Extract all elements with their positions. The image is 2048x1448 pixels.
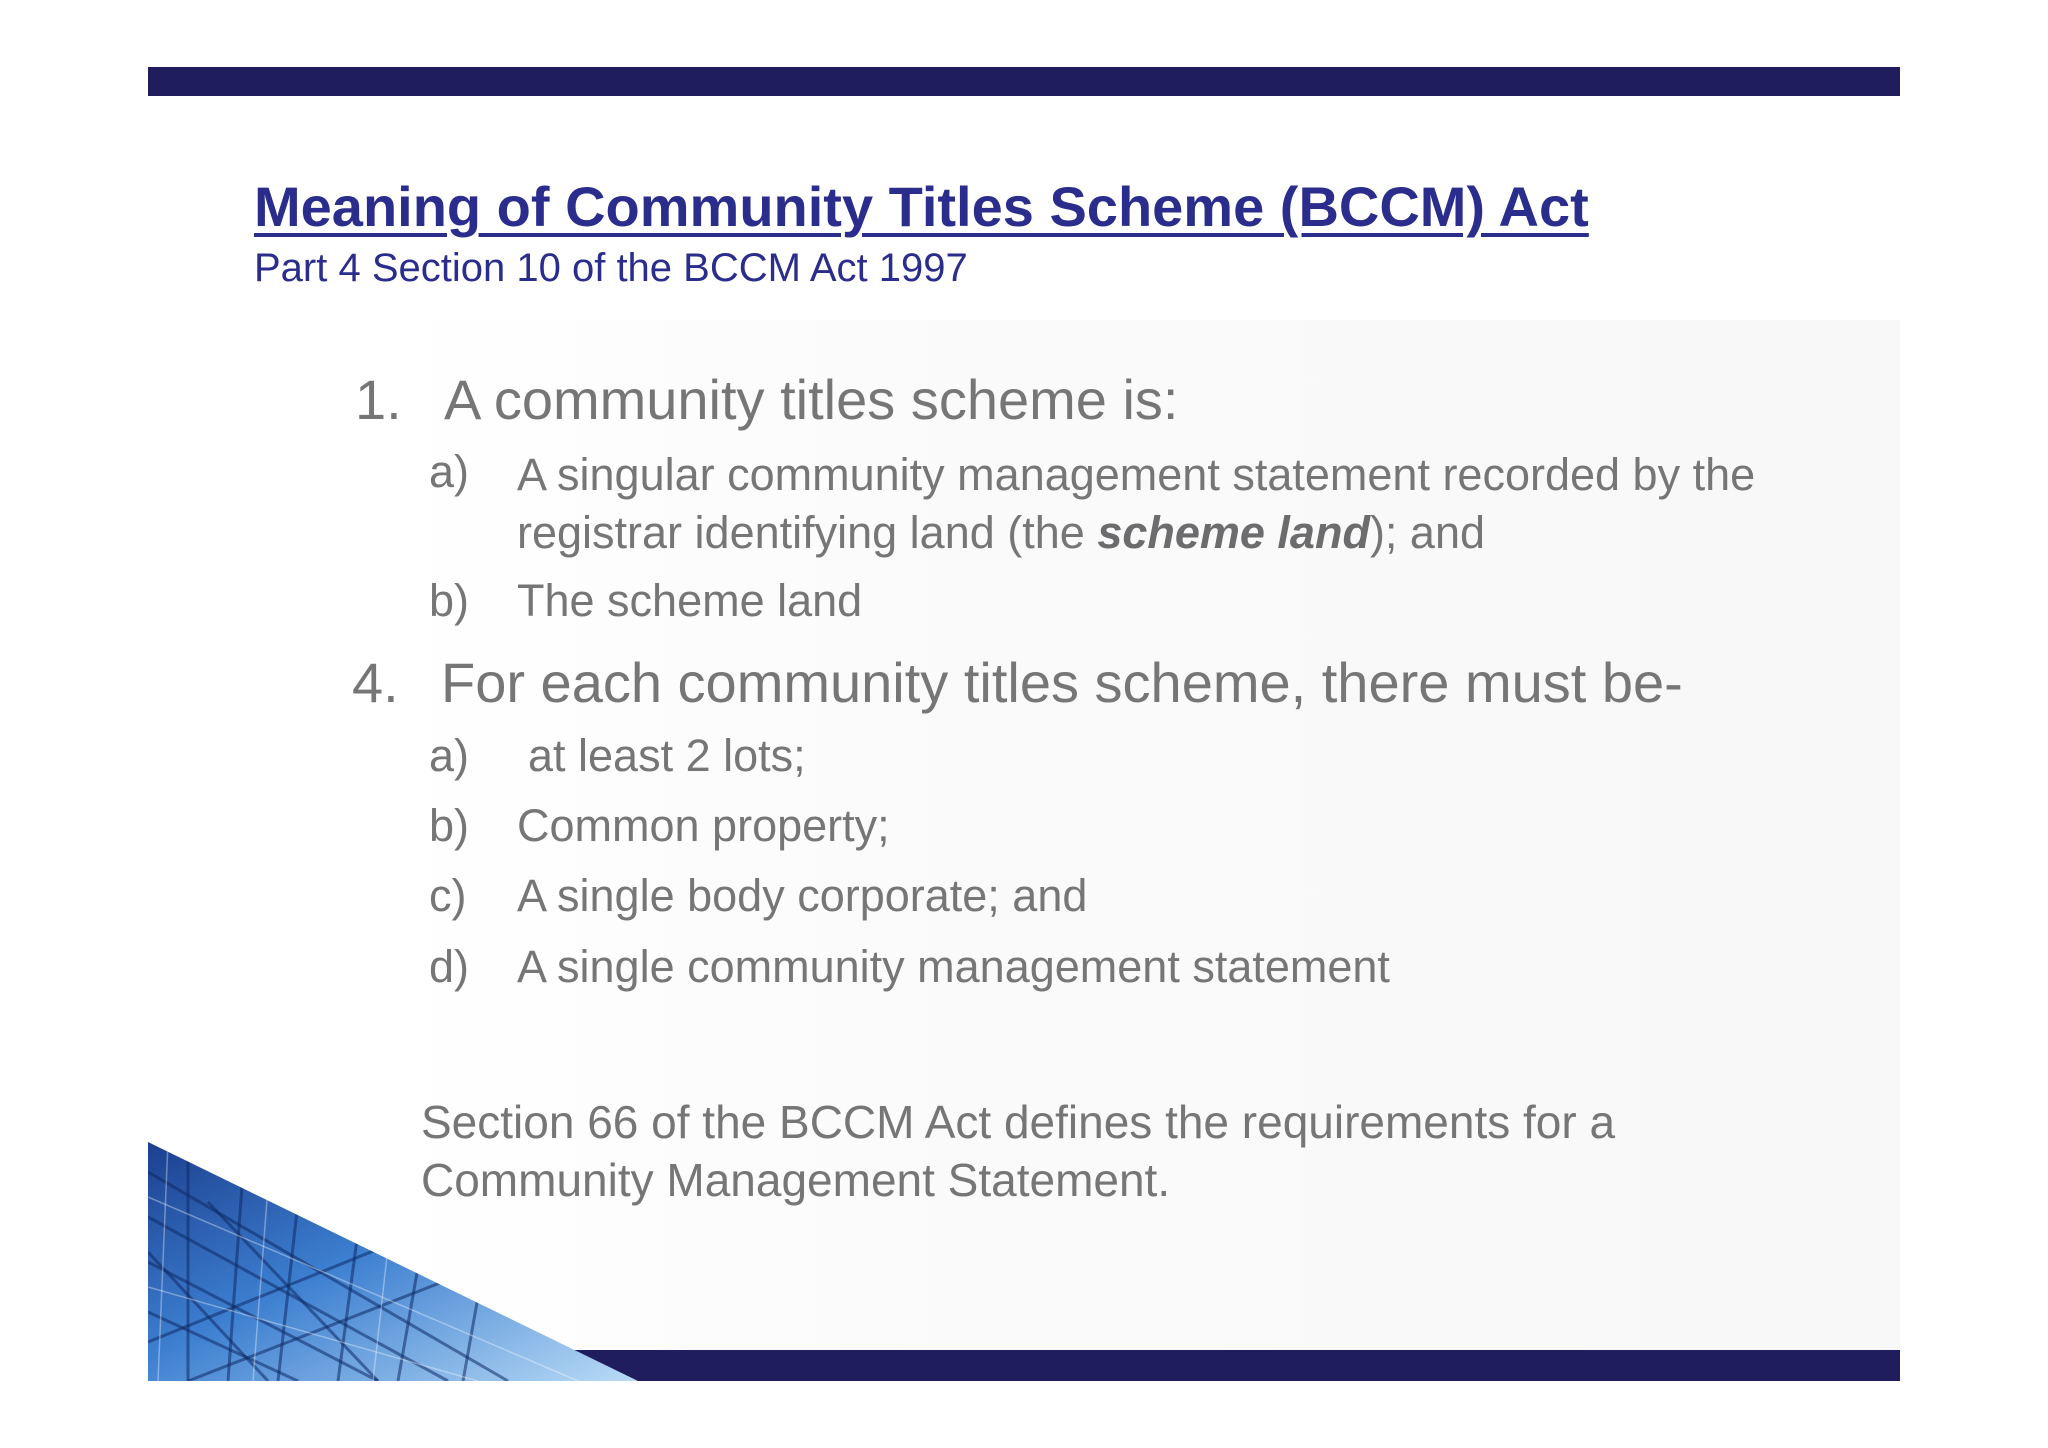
list-subitem-text: at least 2 lots;	[528, 730, 806, 781]
section-66-note: Section 66 of the BCCM Act defines the requirements for a Community Management Statement.	[421, 1096, 1616, 1206]
list-subitem-text: A single community management statement	[517, 941, 1390, 992]
list-subitem-marker: b)	[429, 575, 470, 626]
list-subitem-marker: b)	[429, 800, 470, 851]
text-before: A singular community management statement recorded by the registrar identifying land (the	[517, 449, 1756, 558]
list-subitem-marker: a)	[429, 446, 470, 497]
slide-title: Meaning of Community Titles Scheme (BCCM) Act	[254, 175, 1589, 238]
scheme-land-term: scheme land	[1097, 507, 1370, 558]
text-after: ); and	[1369, 507, 1486, 558]
list-subitem-text: A single body corporate; and	[517, 870, 1088, 921]
list-item-text: For each community titles scheme, there must be-	[441, 651, 1683, 714]
header-bar	[148, 67, 1900, 96]
list-item-marker: 1.	[355, 368, 402, 431]
slide-subtitle: Part 4 Section 10 of the BCCM Act 1997	[254, 246, 968, 290]
list-item-marker: 4.	[352, 651, 399, 714]
list-subitem-text	[517, 446, 1897, 562]
list-subitem-marker: c)	[429, 870, 467, 921]
footer-building-graphic	[148, 1142, 1900, 1381]
list-subitem-marker: a)	[429, 730, 470, 781]
footer-bar	[548, 1350, 1900, 1381]
list-item-text: A community titles scheme is:	[444, 368, 1179, 431]
list-subitem-marker: d)	[429, 941, 470, 992]
list-subitem-text: The scheme land	[517, 575, 863, 626]
list-subitem-text: Common property;	[517, 800, 890, 851]
